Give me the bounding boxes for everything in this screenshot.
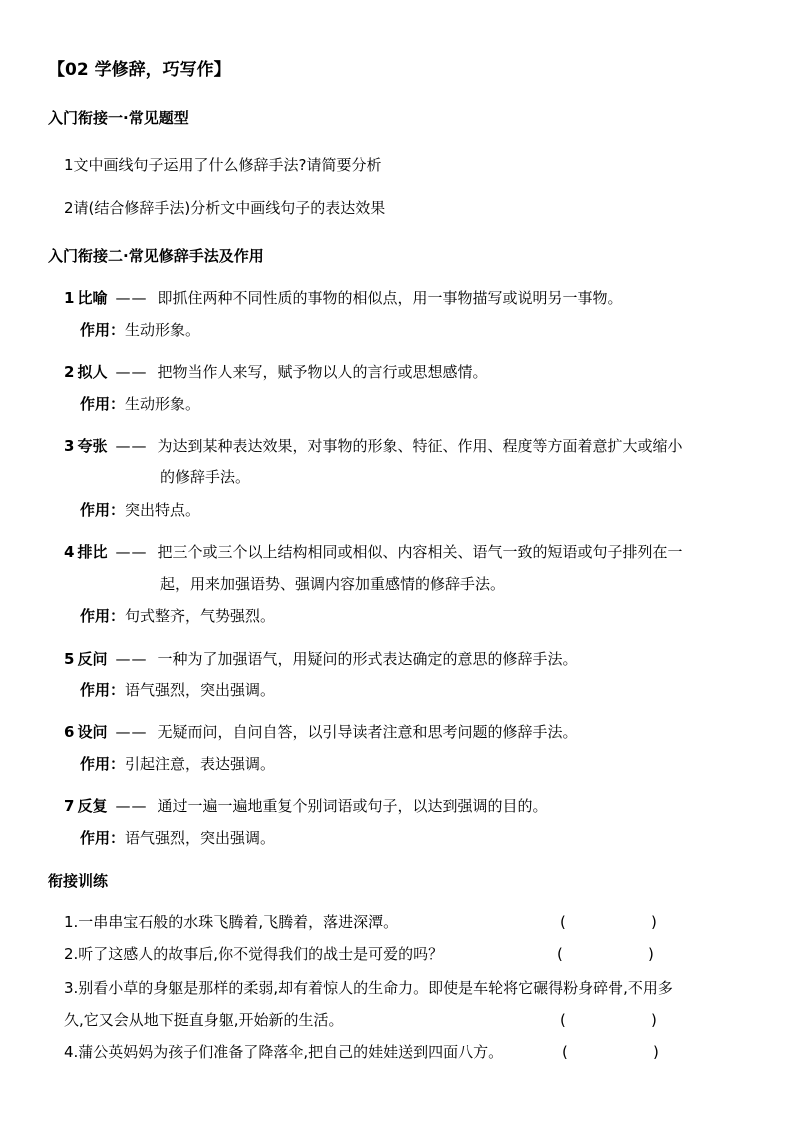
dash: —— [115, 289, 148, 307]
device-name: 反复 [77, 797, 108, 815]
device-definition: 把三个或三个以上结构相同或相似、内容相关、语气一致的短语或句子排列在一 [157, 543, 683, 561]
section-heading-question-types: 入门衔接一·常见题型 [48, 109, 189, 127]
dash: —— [115, 437, 148, 455]
device-definition: 通过一遍一遍地重复个别词语或句子，以达到强调的目的。 [157, 797, 548, 815]
dash: —— [115, 363, 148, 381]
effect-text: 生动形象。 [125, 395, 201, 413]
effect-label: 作用： [80, 607, 126, 625]
device-item [64, 436, 682, 456]
answer-paren-close: ) [648, 945, 654, 963]
answer-paren-close: ) [651, 1011, 657, 1029]
device-item [64, 288, 622, 308]
device-number: 1 [64, 289, 75, 307]
section-heading-practice: 衔接训练 [48, 872, 109, 890]
device-item [64, 362, 487, 382]
device-item [64, 796, 547, 816]
device-definition-continued: 起，用来加强语势、强调内容加重感情的修辞手法。 [160, 575, 506, 593]
device-item [64, 542, 682, 562]
effect-label: 作用： [80, 829, 126, 847]
effect-label: 作用： [80, 321, 126, 339]
answer-paren-open: ( [560, 1011, 566, 1029]
device-definition: 把物当作人来写，赋予物以人的言行或思想感情。 [157, 363, 488, 381]
device-number: 2 [64, 363, 75, 381]
dash: —— [115, 797, 148, 815]
effect-text: 突出特点。 [125, 501, 201, 519]
device-effect [80, 500, 200, 520]
device-number: 6 [64, 723, 75, 741]
device-name: 设问 [77, 723, 108, 741]
effect-label: 作用： [80, 755, 126, 773]
device-effect [80, 680, 275, 700]
device-effect [80, 320, 200, 340]
effect-label: 作用： [80, 395, 126, 413]
device-effect [80, 754, 275, 774]
dash: —— [115, 543, 148, 561]
answer-paren-close: ) [651, 913, 657, 931]
dash: —— [115, 650, 148, 668]
device-number: 3 [64, 437, 75, 455]
device-number: 4 [64, 543, 75, 561]
device-name: 排比 [77, 543, 108, 561]
device-effect [80, 606, 275, 626]
exercise-4: 4.蒲公英妈妈为孩子们准备了降落伞,把自己的娃娃送到四面八方。 [64, 1043, 504, 1061]
effect-text: 生动形象。 [125, 321, 201, 339]
exercise-3-line-2: 久,它又会从地下挺直身躯,开始新的生活。 [64, 1011, 344, 1029]
device-effect [80, 394, 200, 414]
answer-paren-open: ( [562, 1043, 568, 1061]
question-type-1: 1文中画线句子运用了什么修辞手法?请简要分析 [64, 156, 382, 174]
answer-paren-close: ) [653, 1043, 659, 1061]
device-name: 反问 [77, 650, 108, 668]
device-name: 夸张 [77, 437, 108, 455]
effect-text: 语气强烈，突出强调。 [125, 681, 276, 699]
device-definition: 一种为了加强语气，用疑问的形式表达确定的意思的修辞手法。 [157, 650, 578, 668]
exercise-1: 1.一串串宝石般的水珠飞腾着,飞腾着，落进深潭。 [64, 913, 399, 931]
device-item [64, 722, 577, 742]
section-heading-rhetoric-devices: 入门衔接二·常见修辞手法及作用 [48, 247, 264, 265]
answer-paren-open: ( [560, 913, 566, 931]
device-definition: 为达到某种表达效果，对事物的形象、特征、作用、程度等方面着意扩大或缩小 [157, 437, 683, 455]
exercise-3-line-1: 3.别看小草的身躯是那样的柔弱,却有着惊人的生命力。即使是车轮将它碾得粉身碎骨,不用多 [64, 979, 673, 997]
device-number: 7 [64, 797, 75, 815]
exercise-2: 2.听了这感人的故事后,你不觉得我们的战士是可爱的吗？ [64, 945, 444, 963]
answer-paren-open: ( [557, 945, 563, 963]
effect-text: 引起注意，表达强调。 [125, 755, 276, 773]
device-effect [80, 828, 275, 848]
page-title: 【02 学修辞，巧写作】 [48, 60, 231, 80]
device-definition-continued: 的修辞手法。 [160, 468, 251, 486]
question-type-2: 2请(结合修辞手法)分析文中画线句子的表达效果 [64, 199, 386, 217]
effect-text: 句式整齐，气势强烈。 [125, 607, 276, 625]
device-name: 比喻 [77, 289, 108, 307]
effect-label: 作用： [80, 501, 126, 519]
device-definition: 即抓住两种不同性质的事物的相似点，用一事物描写或说明另一事物。 [157, 289, 623, 307]
effect-label: 作用： [80, 681, 126, 699]
device-number: 5 [64, 650, 75, 668]
device-name: 拟人 [77, 363, 108, 381]
dash: —— [115, 723, 148, 741]
device-definition: 无疑而问，自问自答，以引导读者注意和思考问题的修辞手法。 [157, 723, 578, 741]
device-item [64, 649, 577, 669]
effect-text: 语气强烈，突出强调。 [125, 829, 276, 847]
